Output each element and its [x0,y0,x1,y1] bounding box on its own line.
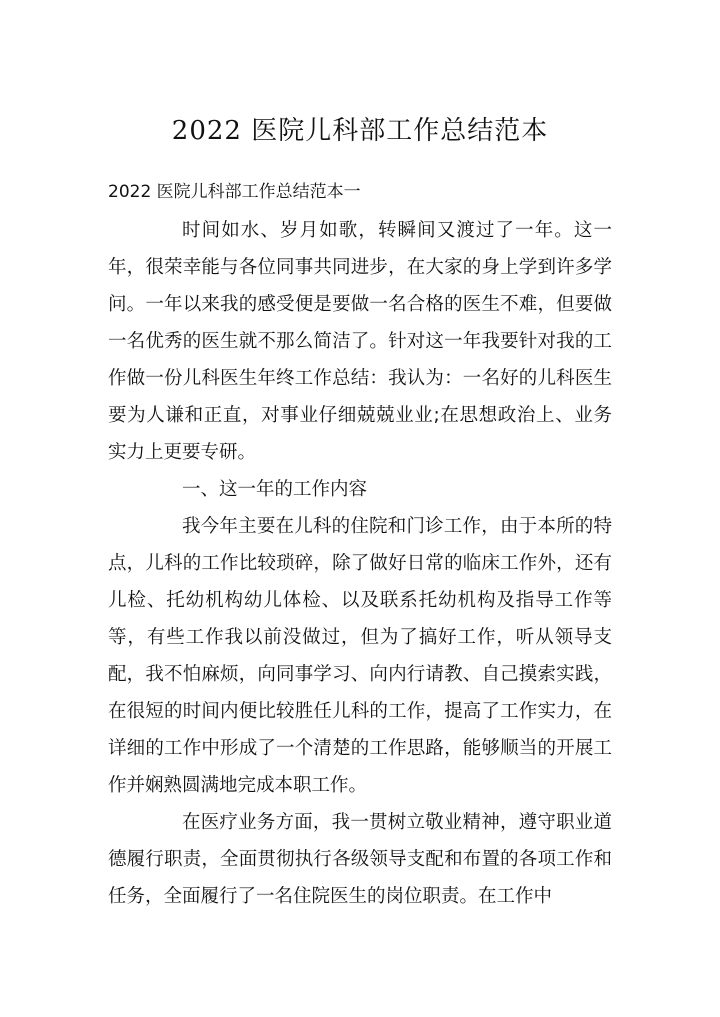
section-heading: 2022 医院儿科部工作总结范本一 [108,182,361,202]
paragraph-work-content: 我今年主要在儿科的住院和门诊工作，由于本所的特点，儿科的工作比较琐碎，除了做好日常的临床工作外，还有儿检、托幼机构幼儿体检、以及联系托幼机构及指导工作等等，有些工作我以前没做过，但为了搞好工作，听从领导支配，我不怕麻烦，向同事学习、向内行请教、自己摸索实践，在很短的时间内便比较胜任儿科的工作，提高了工作实力，在详细的工作中形成了一个清楚的工作思路，能够顺当的开展工作并娴熟圆满地完成本职工作。 [108,516,612,796]
document-title: 2022 医院儿科部工作总结范本 [171,116,549,146]
paragraph-medical-work: 在医疗业务方面，我一贯树立敬业精神，遵守职业道德履行职责，全面贯彻执行各级领导支配和布置的各项工作和任务，全面履行了一名住院医生的岗位职责。在工作中 [108,812,612,907]
document-body [108,212,612,915]
paragraph-intro: 时间如水、岁月如歌，转瞬间又渡过了一年。这一年，很荣幸能与各位同事共同进步，在大家的身上学到许多学问。一年以来我的感受便是要做一名合格的医生不难，但要做一名优秀的医生就不那么简洁了。针对这一年我要针对我的工作做一份儿科医生年终工作总结：我认为：一名好的儿科医生要为人谦和正直，对事业仔细兢兢业业;在思想政治上、业务实力上更要专研。 [108,220,612,463]
subheading-work-content: 一、这一年的工作内容 [182,479,368,500]
